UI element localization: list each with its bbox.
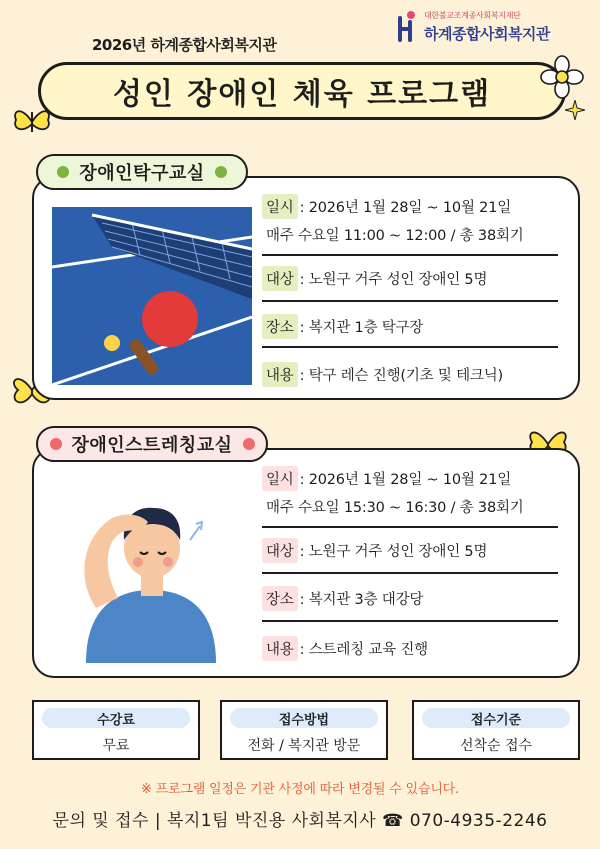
row-text: 매주 수요일 15:30 ~ 16:30 / 총 38회기: [266, 500, 524, 516]
row-label: 대상: [262, 266, 298, 291]
table-tennis-illustration: [52, 207, 252, 385]
row-divider: [262, 254, 558, 256]
logo-foundation-text: 대한불교조계종사회복지재단: [424, 11, 521, 20]
info-row: [262, 466, 511, 491]
info-row: [262, 194, 511, 219]
row-divider: [262, 620, 558, 622]
row-label: 대상: [262, 538, 298, 563]
sparkle-icon: [565, 100, 585, 120]
info-row: [262, 266, 487, 291]
info-box-heading: 접수기준: [422, 708, 570, 728]
flower-icon: [540, 55, 584, 99]
row-divider: [262, 300, 558, 302]
info-box-fee: [32, 700, 200, 760]
row-text: : 2026년 1월 28일 ~ 10월 21일: [299, 472, 512, 488]
row-divider: [262, 572, 558, 574]
butterfly-icon: [12, 104, 52, 140]
row-label: 장소: [262, 314, 298, 339]
row-divider: [262, 346, 558, 348]
title-banner: [38, 62, 566, 120]
info-row: [262, 362, 503, 387]
logo-mark-icon: [396, 10, 418, 42]
section-dot: [57, 166, 69, 178]
notice-text: ※ 프로그램 일정은 기관 사정에 따라 변경될 수 있습니다.: [141, 782, 459, 797]
row-label: 내용: [262, 636, 298, 661]
info-box-criteria: [412, 700, 580, 760]
row-text: : 탁구 레슨 진행(기초 및 테크닉): [299, 368, 503, 384]
row-text: : 복지관 1층 탁구장: [299, 320, 424, 336]
info-row: [262, 586, 423, 611]
info-box-method: [220, 700, 388, 760]
contact-line: 문의 및 접수 | 복지1팀 박진용 사회복지사 ☎ 070-4935-2246: [52, 811, 548, 831]
info-row: [266, 224, 524, 245]
stretching-illustration: [56, 478, 246, 663]
row-label: 일시: [262, 466, 298, 491]
info-box-heading: 수강료: [42, 708, 190, 728]
row-label: 장소: [262, 586, 298, 611]
logo-name-text: 하계종합사회복지관: [424, 25, 550, 43]
row-label: 일시: [262, 194, 298, 219]
organization-logo: [396, 8, 576, 48]
row-text: : 노원구 거주 성인 장애인 5명: [299, 544, 488, 560]
row-text: 매주 수요일 11:00 ~ 12:00 / 총 38회기: [266, 228, 524, 244]
info-row: [262, 314, 423, 339]
row-text: : 노원구 거주 성인 장애인 5명: [299, 272, 488, 288]
row-text: : 스트레칭 교육 진행: [299, 642, 428, 658]
row-text: : 2026년 1월 28일 ~ 10월 21일: [299, 200, 512, 216]
section-pill-stretching: [36, 426, 268, 462]
section-title: 장애인스트레칭교실: [71, 435, 233, 456]
info-box-heading: 접수방법: [230, 708, 378, 728]
row-label: 내용: [262, 362, 298, 387]
info-row: [262, 636, 428, 661]
section-dot: [243, 438, 255, 450]
section-title: 장애인탁구교실: [79, 163, 205, 184]
organization-line: 2026년 하계종합사회복지관: [92, 36, 277, 54]
info-box-value: 무료: [102, 738, 130, 754]
row-text: : 복지관 3층 대강당: [299, 592, 424, 608]
info-row: [262, 538, 487, 563]
page-title: 성인 장애인 체육 프로그램: [112, 77, 492, 112]
info-box-value: 전화 / 복지관 방문: [247, 738, 361, 754]
info-row: [266, 496, 524, 517]
info-box-value: 선착순 접수: [459, 738, 533, 754]
section-pill-table-tennis: [36, 154, 248, 190]
section-dot: [215, 166, 227, 178]
row-divider: [262, 526, 558, 528]
section-dot: [50, 438, 62, 450]
